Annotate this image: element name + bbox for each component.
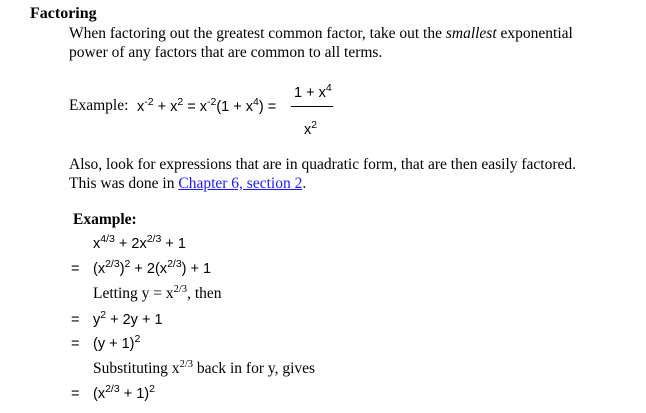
example-2-label: Example: [73, 211, 137, 228]
equals-sign: = [71, 261, 80, 277]
step-7: $(x^{2/3} + 1)^2$ [93, 383, 155, 402]
intro-line-1 [69, 24, 573, 43]
equals-sign: = [71, 312, 80, 328]
section-heading: Factoring [30, 5, 97, 22]
example-1-expression: $x^{-2} + x^2 = x^{-2}(1 + x^4)$ = [137, 96, 277, 115]
step-2: $(x^{2/3})^2 + 2(x^{2/3}) + 1$ [93, 258, 212, 277]
step-3-text: Letting $y = x^{2/3}$, then [93, 284, 222, 302]
step-4: $y^2 + 2y + 1$ [93, 309, 163, 328]
intro-text: When factoring out the greatest common factor, take out the [69, 25, 446, 42]
also-line-2: This was done in Chapter 6, section 2. [69, 175, 307, 192]
intro-emphasis: smallest [445, 25, 497, 42]
step-1: $x^{4/3} + 2x^{2/3} + 1$ [93, 233, 186, 252]
intro-line-2: power of any factors that are common to all terms. [69, 44, 383, 61]
equals-sign: = [71, 386, 80, 402]
also-line-1: Also, look for expressions that are in quadratic form, that are then easily factored. [69, 156, 577, 173]
chapter-link[interactable]: Chapter 6, section 2 [178, 175, 303, 192]
fraction-bar [291, 106, 333, 107]
fraction-denominator: $x^2$ [304, 119, 318, 138]
step-5: $(y + 1)^2$ [93, 333, 141, 352]
equals-sign: = [71, 336, 80, 352]
example-1-label: Example: [69, 97, 129, 114]
fraction-numerator: $1 + x^4$ [294, 82, 332, 101]
step-6-text: Substituting $x^{2/3}$ back in for y, gives [93, 359, 316, 377]
intro-text-after: exponential [496, 25, 573, 42]
